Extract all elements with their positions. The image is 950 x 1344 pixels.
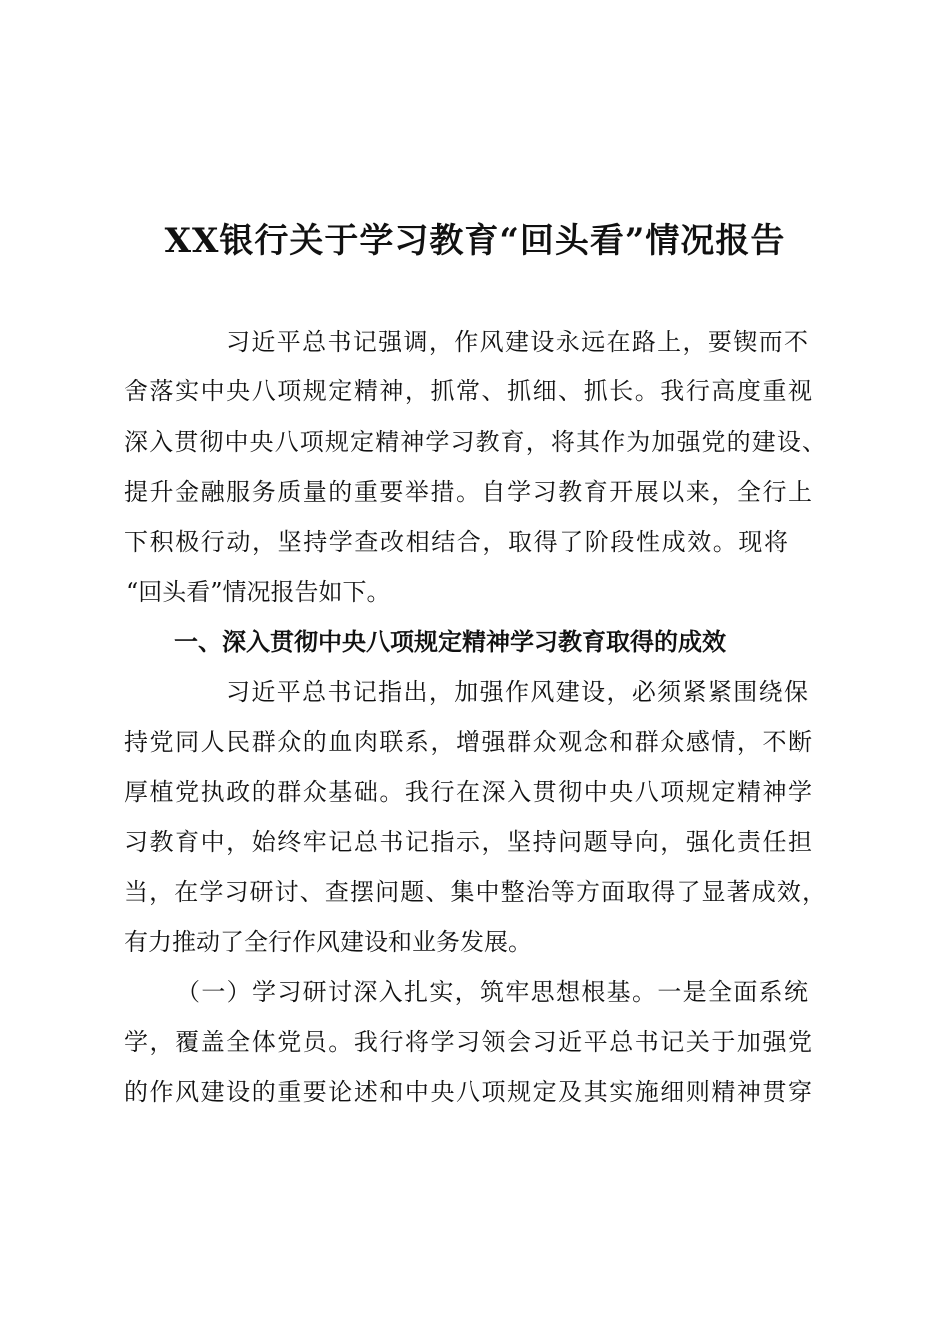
intro-line-4: 提升金融服务质量的重要举措。自学习教育开展以来，全行上 bbox=[124, 478, 812, 506]
section-1-heading: 一、深入贯彻中央八项规定精神学习教育取得的成效 bbox=[174, 628, 726, 656]
subsection-1-line-2: 学，覆盖全体党员。我行将学习领会习近平总书记关于加强党 bbox=[124, 1028, 812, 1056]
intro-line-5: 下积极行动，坚持学查改相结合，取得了阶段性成效。现将 bbox=[124, 528, 788, 556]
intro-line-6: “回头看”情况报告如下。 bbox=[126, 578, 391, 606]
section-1-line-5: 当，在学习研讨、查摆问题、集中整治等方面取得了显著成效， bbox=[124, 878, 826, 906]
intro-line-1: 习近平总书记强调，作风建设永远在路上，要锲而不 bbox=[226, 328, 808, 356]
subsection-1-line-1: （一）学习研讨深入扎实，筑牢思想根基。一是全面系统 bbox=[176, 978, 808, 1006]
section-1-line-6: 有力推动了全行作风建设和业务发展。 bbox=[124, 928, 532, 956]
section-1-line-4: 习教育中，始终牢记总书记指示，坚持问题导向，强化责任担 bbox=[124, 828, 812, 856]
section-1-line-3: 厚植党执政的群众基础。我行在深入贯彻中央八项规定精神学 bbox=[124, 778, 812, 806]
intro-line-3: 深入贯彻中央八项规定精神学习教育，将其作为加强党的建设、 bbox=[124, 428, 826, 456]
section-1-line-2: 持党同人民群众的血肉联系，增强群众观念和群众感情，不断 bbox=[124, 728, 812, 756]
section-1-line-1: 习近平总书记指出，加强作风建设，必须紧紧围绕保 bbox=[226, 678, 808, 706]
document-title: XX银行关于学习教育“回头看”情况报告 bbox=[164, 221, 786, 261]
intro-line-2: 舍落实中央八项规定精神，抓常、抓细、抓长。我行高度重视 bbox=[124, 377, 812, 405]
subsection-1-line-3: 的作风建设的重要论述和中央八项规定及其实施细则精神贯穿 bbox=[124, 1078, 812, 1106]
